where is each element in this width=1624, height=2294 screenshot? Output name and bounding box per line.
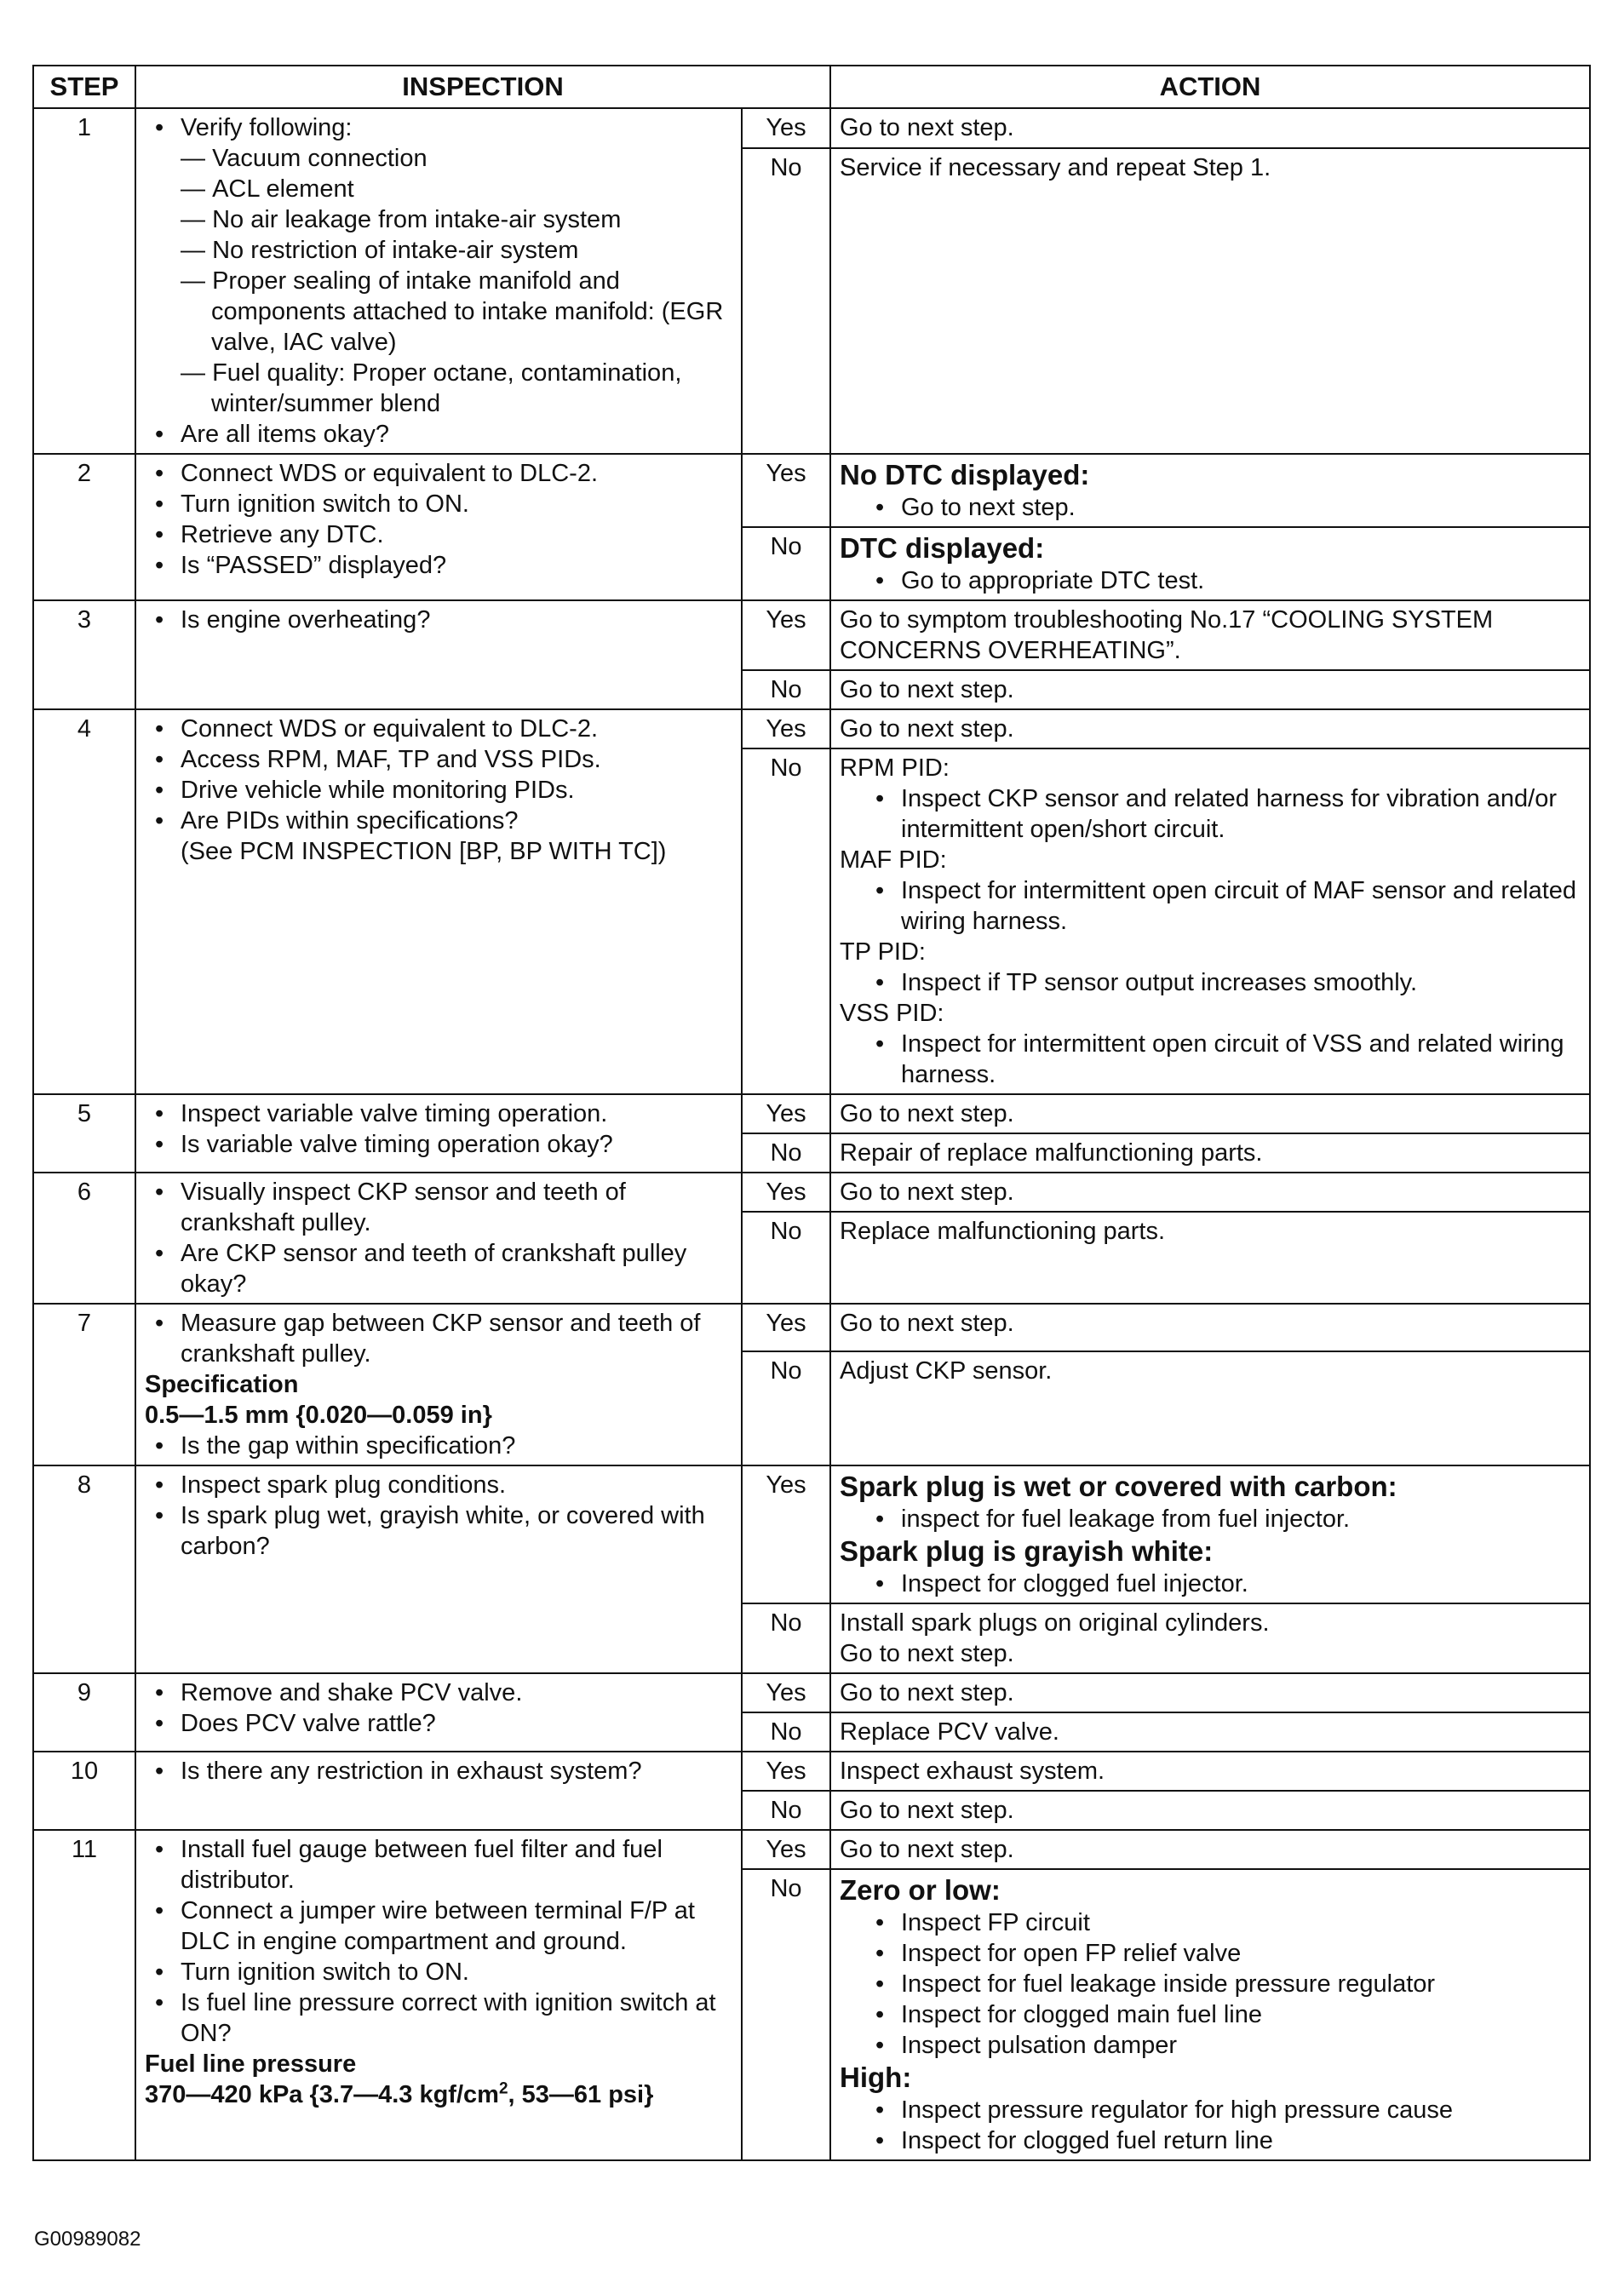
action-heading: Spark plug is wet or covered with carbon:	[840, 1471, 1397, 1502]
list-item: • Does PCV valve rattle?	[181, 1708, 732, 1739]
no-label: No	[742, 148, 830, 454]
action-yes	[830, 1465, 1590, 1603]
list-item	[181, 806, 732, 867]
pid-label: TP PID:	[840, 938, 926, 966]
action-no: Repair of replace malfunctioning parts.	[830, 1133, 1590, 1173]
action-no: Replace malfunctioning parts.	[830, 1212, 1590, 1304]
list-item: • Is the gap within specification?	[181, 1431, 732, 1461]
list-item: • Drive vehicle while monitoring PIDs.	[181, 775, 732, 806]
no-label: No	[742, 1212, 830, 1304]
list-item-note: (See PCM INSPECTION [BP, BP WITH TC])	[181, 838, 667, 865]
spec-label: Fuel line pressure	[145, 2050, 357, 2078]
step-number: 5	[33, 1094, 135, 1173]
list-item: — Fuel quality: Proper octane, contamination, winter/summer blend	[181, 358, 732, 419]
step-number: 11	[33, 1830, 135, 2160]
no-label: No	[742, 1869, 830, 2160]
inspection-cell	[135, 600, 742, 709]
table-row	[33, 1173, 1590, 1212]
list-item: • Remove and shake PCV valve.	[181, 1677, 732, 1708]
list-item: • Inspect for intermittent open circuit of VSS and related wiring harness.	[901, 1029, 1581, 1090]
table-row	[33, 600, 1590, 670]
list-item: • Are all items okay?	[181, 419, 732, 450]
step-number: 9	[33, 1673, 135, 1752]
step-number: 6	[33, 1173, 135, 1304]
table-row	[33, 1830, 1590, 1869]
action-no: Adjust CKP sensor.	[830, 1351, 1590, 1465]
inspection-cell	[135, 454, 742, 600]
yes-label: Yes	[742, 1673, 830, 1712]
action-yes: Inspect exhaust system.	[830, 1752, 1590, 1791]
action-no: Replace PCV valve.	[830, 1712, 1590, 1752]
pid-label: RPM PID:	[840, 754, 950, 782]
action-yes: Go to next step.	[830, 1673, 1590, 1712]
yes-label: Yes	[742, 454, 830, 527]
no-label: No	[742, 1603, 830, 1673]
pid-label: VSS PID:	[840, 1000, 944, 1027]
list-item-text: Are PIDs within specifications?	[181, 807, 519, 834]
list-item: — No restriction of intake-air system	[181, 235, 732, 266]
diagnostic-table	[32, 65, 1591, 2161]
header-action: ACTION	[830, 66, 1590, 108]
inspection-cell	[135, 1830, 742, 2160]
list-item: • Inspect for fuel leakage inside pressure regulator	[901, 1969, 1581, 1999]
list-item: • Is there any restriction in exhaust system?	[181, 1756, 732, 1786]
no-label: No	[742, 670, 830, 709]
yes-label: Yes	[742, 1304, 830, 1351]
list-item: • Install fuel gauge between fuel filter and fuel distributor.	[181, 1834, 732, 1895]
list-item: • Inspect pressure regulator for high pressure cause	[901, 2095, 1581, 2125]
action-line: Go to next step.	[840, 1640, 1014, 1667]
action-no	[830, 1869, 1590, 2160]
spec-value: 0.5—1.5 mm {0.020—0.059 in}	[145, 1402, 492, 1429]
list-item: • Inspect for intermittent open circuit of MAF sensor and related wiring harness.	[901, 875, 1581, 937]
list-item: • Inspect spark plug conditions.	[181, 1470, 732, 1500]
table-row	[33, 108, 1590, 148]
pid-label: MAF PID:	[840, 846, 947, 874]
document-code: G00989082	[34, 2228, 141, 2251]
step-number: 10	[33, 1752, 135, 1830]
list-item: — No air leakage from intake-air system	[181, 204, 732, 235]
action-no	[830, 748, 1590, 1094]
action-heading: Spark plug is grayish white:	[840, 1535, 1214, 1567]
list-item: • Inspect pulsation damper	[901, 2030, 1581, 2061]
list-item: • Inspect variable valve timing operation.	[181, 1098, 732, 1129]
inspection-cell	[135, 1673, 742, 1752]
inspection-cell	[135, 709, 742, 1094]
list-item: • Inspect for clogged main fuel line	[901, 1999, 1581, 2030]
table-row	[33, 1673, 1590, 1712]
table-row	[33, 1094, 1590, 1133]
no-label: No	[742, 1712, 830, 1752]
step-number: 3	[33, 600, 135, 709]
action-heading: No DTC displayed:	[840, 459, 1090, 490]
header-step: STEP	[33, 66, 135, 108]
spec-value	[145, 2079, 732, 2110]
list-item: • Inspect if TP sensor output increases smoothly.	[901, 967, 1581, 998]
no-label: No	[742, 1791, 830, 1830]
list-item: • Measure gap between CKP sensor and teeth of crankshaft pulley.	[181, 1308, 732, 1369]
list-item: • Inspect FP circuit	[901, 1907, 1581, 1938]
table-row	[33, 709, 1590, 748]
spec-value-tail: , 53—61 psi}	[508, 2081, 654, 2108]
yes-label: Yes	[742, 600, 830, 670]
list-item: • Turn ignition switch to ON.	[181, 489, 732, 519]
list-item: • Is spark plug wet, grayish white, or covered with carbon?	[181, 1500, 732, 1562]
table-row	[33, 1465, 1590, 1603]
step-number: 8	[33, 1465, 135, 1673]
list-item: • Verify following:	[181, 112, 732, 143]
inspection-cell	[135, 108, 742, 454]
yes-label: Yes	[742, 1465, 830, 1603]
inspection-cell	[135, 1304, 742, 1465]
list-item: • Visually inspect CKP sensor and teeth of crankshaft pulley.	[181, 1177, 732, 1238]
action-yes: Go to symptom troubleshooting No.17 “COOLING SYSTEM CONCERNS OVERHEATING”.	[830, 600, 1590, 670]
table-row	[33, 1752, 1590, 1791]
list-item: — Proper sealing of intake manifold and components attached to intake manifold: (EGR valve, IAC valve)	[181, 266, 732, 358]
inspection-cell	[135, 1094, 742, 1173]
list-item: • Is engine overheating?	[181, 605, 732, 635]
table-row	[33, 1304, 1590, 1351]
list-item: • Connect WDS or equivalent to DLC-2.	[181, 714, 732, 744]
action-no: Service if necessary and repeat Step 1.	[830, 148, 1590, 454]
action-heading: High:	[840, 2062, 912, 2093]
list-item: • Go to next step.	[901, 492, 1581, 523]
list-item: • Inspect for clogged fuel injector.	[901, 1569, 1581, 1599]
list-item: • Inspect for open FP relief valve	[901, 1938, 1581, 1969]
list-item: • Access RPM, MAF, TP and VSS PIDs.	[181, 744, 732, 775]
header-inspection: INSPECTION	[135, 66, 830, 108]
action-no: Go to next step.	[830, 1791, 1590, 1830]
step-number: 7	[33, 1304, 135, 1465]
step-number: 2	[33, 454, 135, 600]
action-no: Go to next step.	[830, 670, 1590, 709]
action-yes: Go to next step.	[830, 108, 1590, 148]
action-no	[830, 527, 1590, 600]
action-no	[830, 1603, 1590, 1673]
list-item: • Is “PASSED” displayed?	[181, 550, 732, 581]
yes-label: Yes	[742, 1830, 830, 1869]
no-label: No	[742, 527, 830, 600]
spec-value-superscript: 2	[498, 2079, 508, 2098]
yes-label: Yes	[742, 1752, 830, 1791]
action-yes: Go to next step.	[830, 1304, 1590, 1351]
inspection-cell	[135, 1752, 742, 1830]
yes-label: Yes	[742, 709, 830, 748]
list-item: • Inspect for clogged fuel return line	[901, 2125, 1581, 2156]
list-item: • Is fuel line pressure correct with ignition switch at ON?	[181, 1987, 732, 2049]
table-header-row	[33, 66, 1590, 108]
list-item: • Inspect CKP sensor and related harness for vibration and/or intermittent open/short circuit.	[901, 783, 1581, 845]
list-item: • Is variable valve timing operation okay?	[181, 1129, 732, 1160]
list-item: — ACL element	[181, 174, 732, 204]
step-number: 1	[33, 108, 135, 454]
action-heading: DTC displayed:	[840, 532, 1045, 564]
step-number: 4	[33, 709, 135, 1094]
action-line: Install spark plugs on original cylinders.	[840, 1609, 1270, 1637]
list-item: • Retrieve any DTC.	[181, 519, 732, 550]
list-item: • Go to appropriate DTC test.	[901, 565, 1581, 596]
inspection-cell	[135, 1465, 742, 1673]
list-item: • Connect WDS or equivalent to DLC-2.	[181, 458, 732, 489]
list-item: • Connect a jumper wire between terminal F/P at DLC in engine compartment and ground.	[181, 1895, 732, 1957]
list-item: • Turn ignition switch to ON.	[181, 1957, 732, 1987]
yes-label: Yes	[742, 1094, 830, 1133]
inspection-cell	[135, 1173, 742, 1304]
no-label: No	[742, 1351, 830, 1465]
yes-label: Yes	[742, 1173, 830, 1212]
no-label: No	[742, 1133, 830, 1173]
action-yes: Go to next step.	[830, 1094, 1590, 1133]
spec-label: Specification	[145, 1371, 299, 1398]
spec-value-main: 370—420 kPa {3.7—4.3 kgf/cm	[145, 2081, 499, 2108]
action-heading: Zero or low:	[840, 1874, 1001, 1906]
table-row	[33, 454, 1590, 527]
action-yes	[830, 454, 1590, 527]
yes-label: Yes	[742, 108, 830, 148]
no-label: No	[742, 748, 830, 1094]
action-yes: Go to next step.	[830, 709, 1590, 748]
list-item: — Vacuum connection	[181, 143, 732, 174]
action-yes: Go to next step.	[830, 1173, 1590, 1212]
list-item: • inspect for fuel leakage from fuel injector.	[901, 1504, 1581, 1534]
action-yes: Go to next step.	[830, 1830, 1590, 1869]
list-item: • Are CKP sensor and teeth of crankshaft pulley okay?	[181, 1238, 732, 1299]
